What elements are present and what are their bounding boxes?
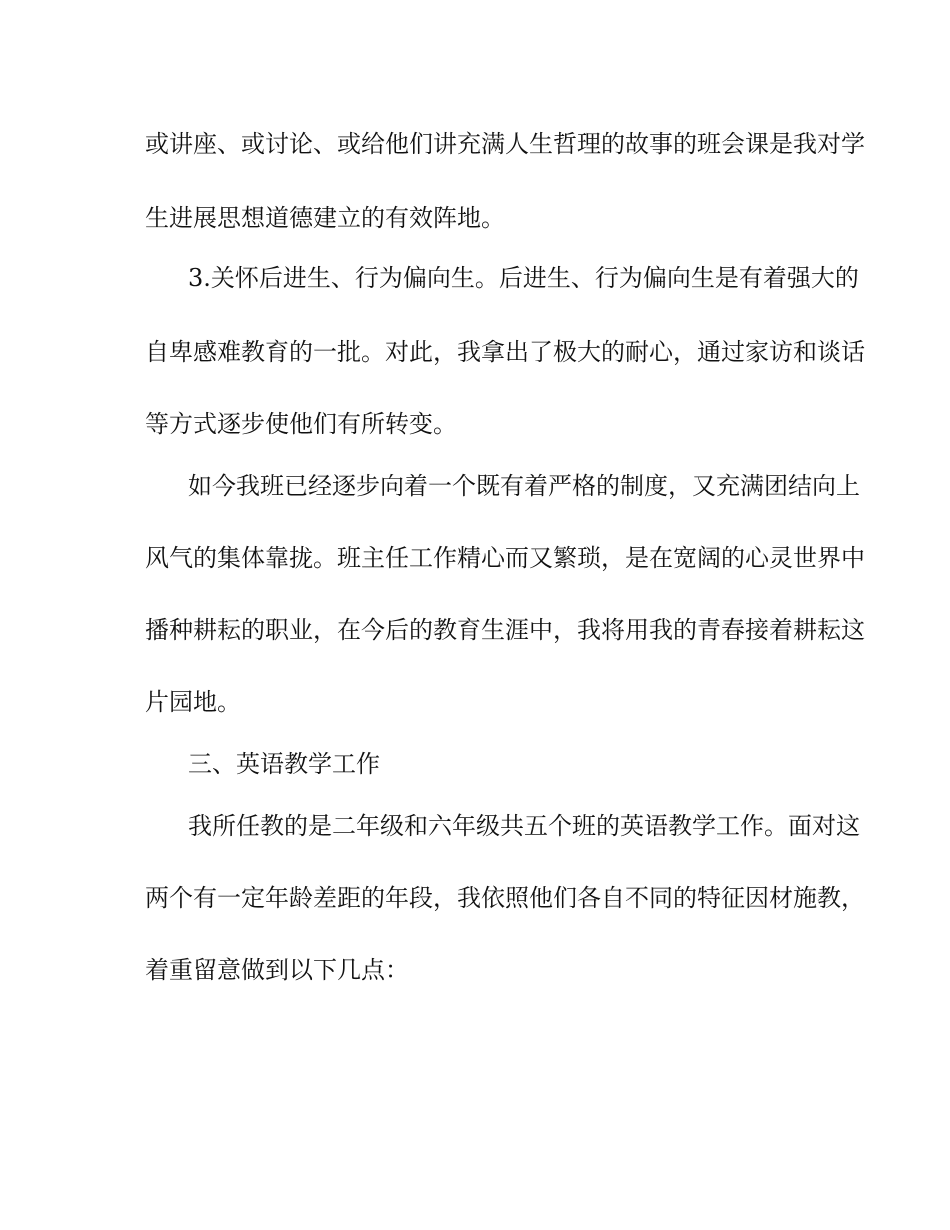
- paragraph-first-line: 3.关怀后进生、行为偏向生。后进生、行为偏向生是有着强大的: [188, 264, 859, 292]
- text-line: 生进展思想道德建立的有效阵地。: [145, 204, 505, 232]
- text-line: 两个有一定年龄差距的年段，我依照他们各自不同的特征因材施教，: [145, 884, 865, 912]
- paragraph-first-line: 我所任教的是二年级和六年级共五个班的英语教学工作。面对这: [188, 812, 860, 840]
- text-line: 或讲座、或讨论、或给他们讲充满人生哲理的故事的班会课是我对学: [145, 130, 865, 158]
- text-line: 风气的集体靠拢。班主任工作精心而又繁琐，是在宽阔的心灵世界中: [145, 544, 865, 572]
- text-line: 等方式逐步使他们有所转变。: [145, 410, 457, 438]
- paragraph-first-line: 如今我班已经逐步向着一个既有着严格的制度，又充满团结向上: [188, 472, 860, 500]
- text-line: 片园地。: [145, 688, 241, 716]
- section-heading: 三、英语教学工作: [188, 750, 380, 778]
- text-line: 着重留意做到以下几点：: [145, 956, 409, 984]
- text-line: 自卑感难教育的一批。对此，我拿出了极大的耐心，通过家访和谈话: [145, 338, 865, 366]
- text-line: 播种耕耘的职业，在今后的教育生涯中，我将用我的青春接着耕耘这: [145, 616, 865, 644]
